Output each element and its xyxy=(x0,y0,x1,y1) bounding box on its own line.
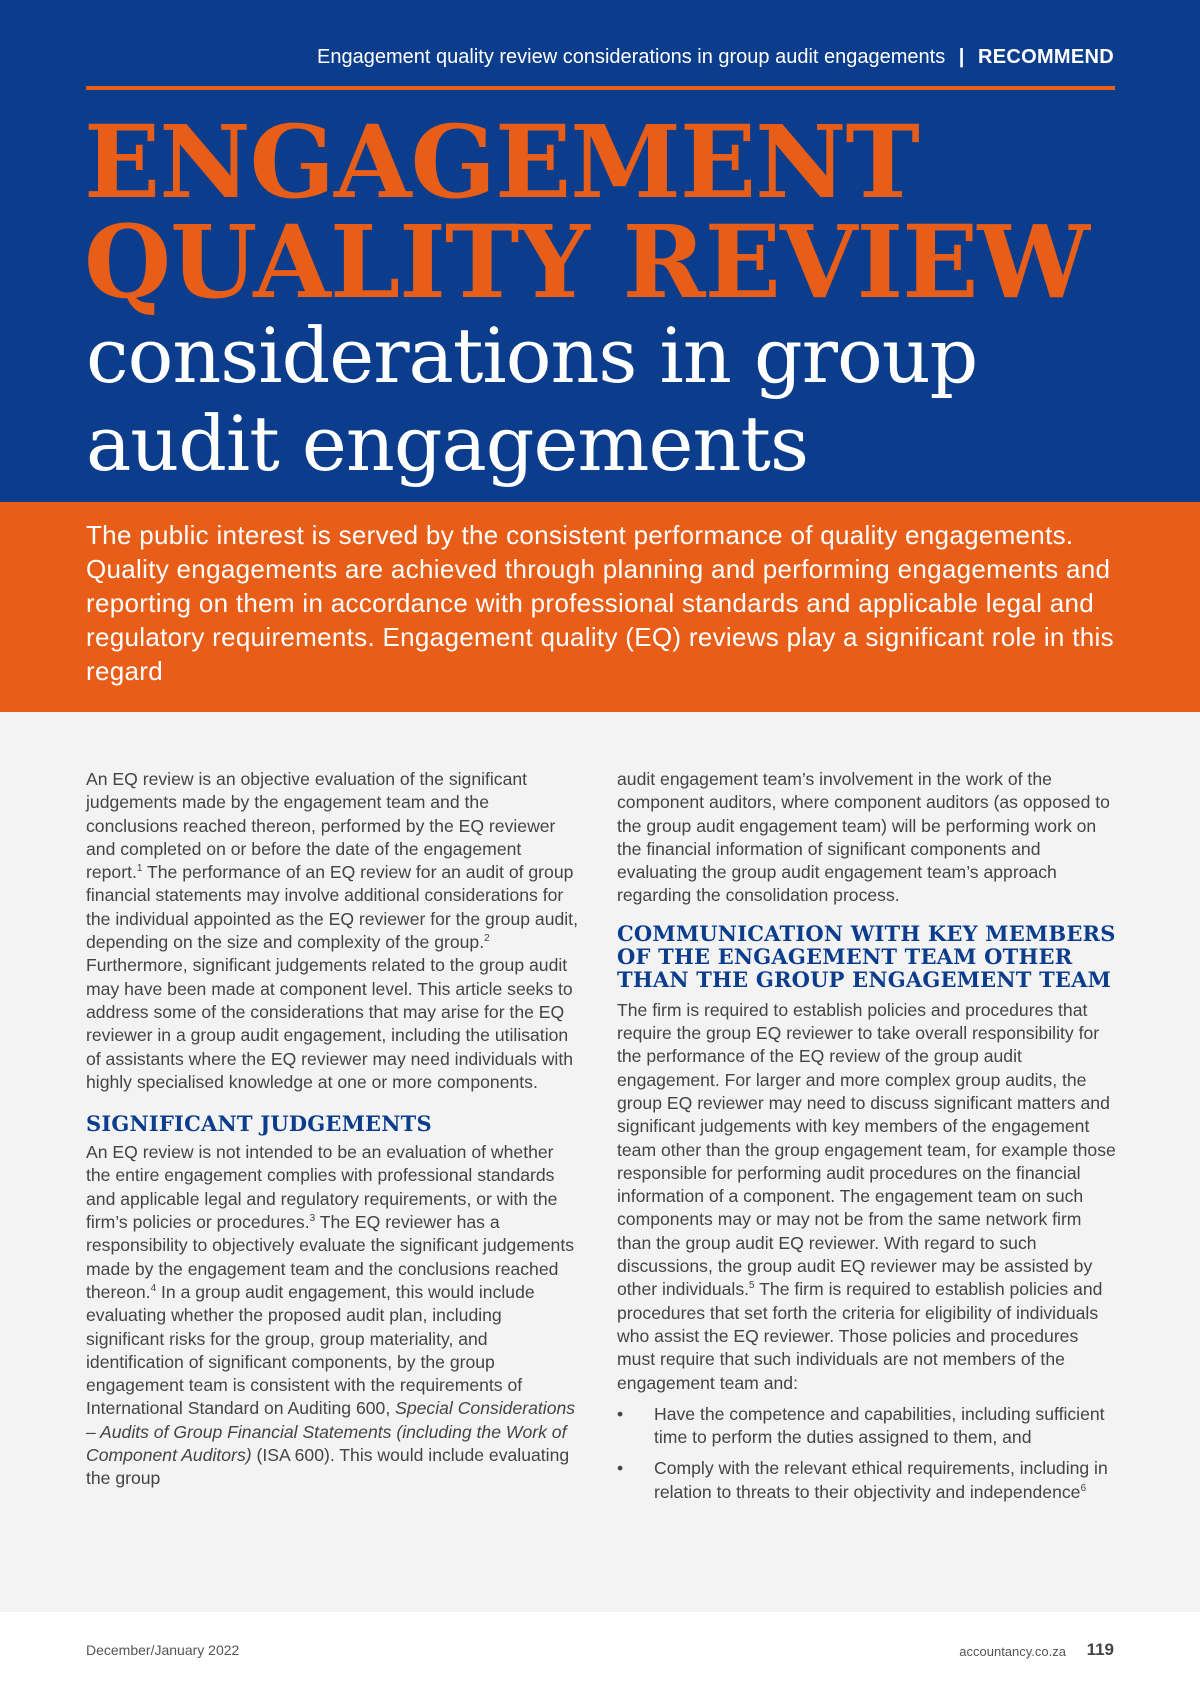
issue-date: December/January 2022 xyxy=(86,1642,240,1658)
page-number: 119 xyxy=(1086,1640,1114,1659)
footnote-ref: 4 xyxy=(150,1283,157,1295)
subtitle-line-1: considerations in group xyxy=(86,311,978,400)
right-paragraph-2 xyxy=(617,999,1119,1395)
right-paragraph-1: audit engagement team’s involvement in the work of the component auditors, where component auditors (as opposed to the group audit engagement team) will be performing work on the financial information of significant components and evaluating the group audit engagement team’s approach regarding the consolidation process. xyxy=(617,769,1110,906)
hero-banner xyxy=(0,0,1200,502)
text-run: The firm is required to establish policies and procedures that set forth the criteria for eligibility of individuals who assist the EQ reviewer. Those policies and procedures must require that such individuals are not members of the engagement team and: xyxy=(617,1279,1103,1393)
footnote-ref: 1 xyxy=(136,863,143,875)
text-run: The performance of an EQ review for an audit of group financial statements may involve additional considerations for the individual appointed as the EQ reviewer for the group audit, depending on the size and complexity of the group. xyxy=(86,862,578,953)
text-run: An EQ review is an objective evaluation of the significant judgements made by the engagement team and the conclusions reached thereon, performed by the EQ reviewer and completed on or before the date of the engagement report. xyxy=(86,769,556,883)
section-heading-significant-judgements: SIGNIFICANT JUDGEMENTS xyxy=(86,1111,432,1137)
header-separator: | xyxy=(958,46,965,68)
footnote-ref: 2 xyxy=(484,933,490,945)
header-topic: Engagement quality review considerations in group audit engagements xyxy=(317,46,946,68)
text-run: (ISA 600). This would include evaluating the group xyxy=(86,1445,570,1489)
footnote-ref: 6 xyxy=(1080,1482,1086,1494)
left-paragraph-2 xyxy=(86,1141,581,1490)
footnote-ref: 3 xyxy=(309,1213,316,1225)
list-item xyxy=(617,1403,1119,1450)
header-section: RECOMMEND xyxy=(977,46,1114,68)
list-item xyxy=(617,1457,1119,1504)
subtitle-line-2: audit engagements xyxy=(86,399,808,488)
title-line-2: QUALITY REVIEW xyxy=(84,203,1089,321)
text-run: The EQ reviewer has a responsibility to objectively evaluate the significant judgements made by the engagement team and the conclusions reached thereon. xyxy=(86,1212,575,1302)
intro-banner xyxy=(0,502,1200,712)
text-run: Furthermore, significant judgements related to the group audit may have been made at component level. This article seeks to address some of the considerations that may arise for the EQ reviewer in a group audit engagement, including the utilisation of assistants where the EQ reviewer may need individuals with highly specialised knowledge at one or more components. xyxy=(86,955,573,1092)
running-header xyxy=(317,46,1114,69)
intro-text: The public interest is served by the consistent performance of quality engagements. Quality engagements are achieved through planning and performing engagements and reporting on them in accordance with professional standards and applicable legal and regulatory requirements. Engagement quality (EQ) reviews play a significant role in this regard xyxy=(86,520,1114,686)
italic-citation: Special Considerations – Audits of Group Financial Statements (including the Work of Component Auditors) xyxy=(86,1398,576,1466)
bullet-list xyxy=(617,1403,1119,1504)
site-link[interactable]: accountancy.co.za xyxy=(959,1644,1066,1659)
footnote-ref: 5 xyxy=(749,1280,755,1292)
list-item-text: Have the competence and capabilities, including sufficient time to perform the duties assigned to them, and xyxy=(654,1403,1105,1448)
right-column xyxy=(617,768,1119,1512)
article-title xyxy=(84,103,1089,321)
bullet-icon: • xyxy=(617,1403,624,1424)
title-line-1: ENGAGEMENT xyxy=(84,103,919,221)
article-subtitle xyxy=(86,312,977,488)
text-run: An EQ review is not intended to be an evaluation of whether the entire engagement complies with professional standards and applicable legal and regulatory requirements, or with the firm’s policies or procedures. xyxy=(86,1142,558,1233)
bullet-icon: • xyxy=(617,1458,624,1479)
list-item-text: Comply with the relevant ethical requirements, including in relation to threats to their objectivity and independence xyxy=(654,1458,1108,1502)
section-heading-communication: COMMUNICATION WITH KEY MEMBERS OF THE ENGAGEMENT TEAM OTHER THAN THE GROUP ENGAGEMENT TEAM xyxy=(617,920,1116,992)
header-rule xyxy=(86,86,1115,90)
article-body xyxy=(0,712,1200,1612)
left-paragraph-1 xyxy=(86,768,581,1094)
text-run: The firm is required to establish policies and procedures that require the group EQ reviewer to take overall responsibility for the performance of the EQ review of the group audit engagement. For larger and more complex group audits, the group EQ reviewer may need to discuss significant matters and significant judgements with key members of the engagement team other than the group engagement team, for example those responsible for performing audit procedures on the financial information of a component. The engagement team on such components may or may not be from the same network firm than the group audit EQ reviewer. With regard to such discussions, the group audit EQ reviewer may be assisted by other individuals. xyxy=(617,999,1116,1300)
text-run: In a group audit engagement, this would include evaluating whether the proposed audit plan, including significant risks for the group, group materiality, and identification of significant components, by the group engagement team is consistent with the requirements of International Standard on Auditing 600, xyxy=(86,1281,535,1419)
left-column xyxy=(86,768,581,1491)
page-footer xyxy=(0,1612,1200,1696)
